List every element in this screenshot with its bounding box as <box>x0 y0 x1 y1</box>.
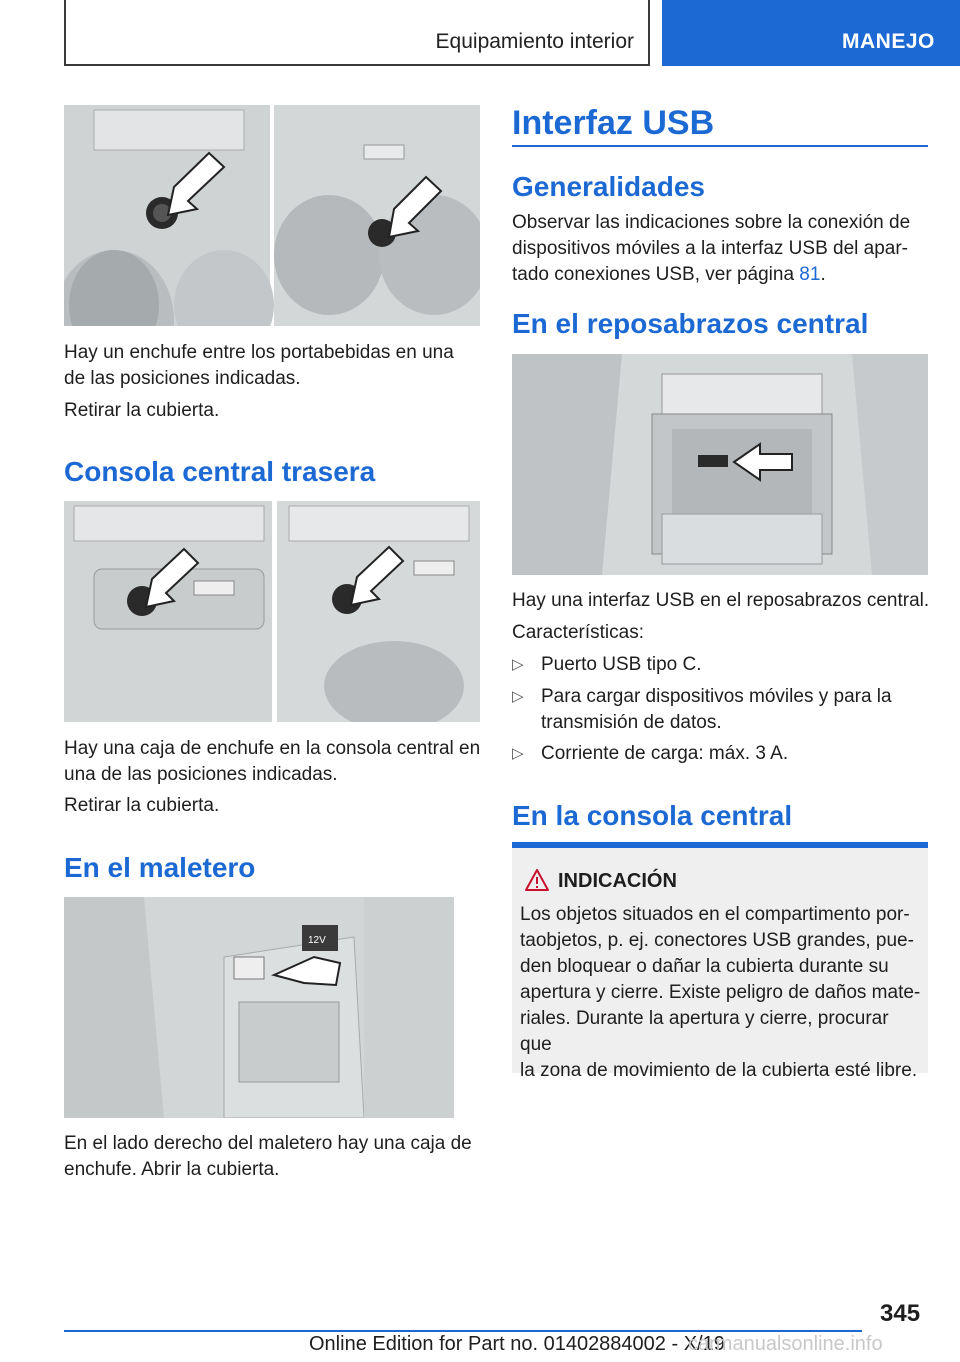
feature-item <box>512 741 928 767</box>
warning-icon <box>524 868 550 892</box>
triangle-right-icon: ▷ <box>512 656 524 673</box>
feature-item <box>512 684 928 736</box>
text-line: En el lado derecho del maletero hay una caja de <box>64 1133 472 1154</box>
text-line: transmisión de datos. <box>541 712 722 733</box>
text-line <box>512 262 910 288</box>
triangle-right-icon: ▷ <box>512 745 524 762</box>
general-text <box>512 210 910 288</box>
text-line: Hay un enchufe entre los portabebidas en una <box>64 342 454 363</box>
text-line: una de las posiciones indicadas. <box>64 764 338 785</box>
triangle-right-icon: ▷ <box>512 688 524 705</box>
text-line: dispositivos móviles a la interfaz USB del apar- <box>512 238 909 259</box>
armrest-usb-figure <box>512 354 928 575</box>
header-chapter-tab <box>662 0 960 66</box>
feature-item <box>512 652 928 678</box>
cupholder-socket-figure <box>64 105 480 326</box>
features-label: Características: <box>512 622 644 643</box>
remove-cover-text-2: Retirar la cubierta. <box>64 795 220 816</box>
heading-armrest: En el reposabrazos central <box>512 308 869 339</box>
heading-center-console: En la consola central <box>512 800 793 831</box>
feature-text: Corriente de carga: máx. 3 A. <box>541 743 789 764</box>
text-line: Hay una caja de enchufe en la consola central en <box>64 738 481 759</box>
trunk-text <box>64 1131 472 1183</box>
text-line: den bloquear o dañar la cubierta durante su <box>520 956 889 977</box>
page-number: 345 <box>880 1300 921 1327</box>
trunk-socket-label: 12V <box>308 935 326 946</box>
footer-edition: Online Edition for Part no. 01402884002 - X/19 <box>309 1333 725 1355</box>
header-section-title: Equipamiento interior <box>435 30 634 53</box>
header-section-box <box>64 0 650 66</box>
text-line: de las posiciones indicadas. <box>64 368 301 389</box>
footer-watermark: carmanualsonline.info <box>688 1333 883 1355</box>
feature-text: Puerto USB tipo C. <box>541 654 702 675</box>
text-line: apertura y cierre. Existe peligro de daños mate- <box>520 982 921 1003</box>
text-line: taobjetos, p. ej. conectores USB grandes, pue- <box>520 930 914 951</box>
feature-text <box>541 684 892 736</box>
notice-box <box>512 848 928 1081</box>
remove-cover-text: Retirar la cubierta. <box>64 400 220 421</box>
cupholder-text <box>64 340 454 392</box>
notice-text <box>520 902 924 1084</box>
page-link[interactable]: 81 <box>799 264 821 285</box>
footer-rule <box>64 1330 862 1332</box>
text-line: Para cargar dispositivos móviles y para la <box>541 686 892 707</box>
header-chapter-label: MANEJO <box>842 30 935 53</box>
text-line: Observar las indicaciones sobre la conexión de <box>512 212 911 233</box>
rear-console-socket-figure <box>64 501 480 722</box>
text-line: Los objetos situados en el compartimento por- <box>520 904 910 925</box>
heading-rear-console: Consola central trasera <box>64 456 376 487</box>
text-line: riales. Durante la apertura y cierre, procurar que <box>520 1008 889 1055</box>
notice-title: INDICACIÓN <box>558 870 677 892</box>
armrest-text: Hay una interfaz USB en el reposabrazos central. <box>512 590 930 611</box>
text-line: la zona de movimiento de la cubierta esté libre. <box>520 1060 918 1081</box>
heading-usb-interface: Interfaz USB <box>512 104 715 142</box>
heading-trunk: En el maletero <box>64 852 256 883</box>
trunk-socket-figure <box>64 897 454 1118</box>
text-line: enchufe. Abrir la cubierta. <box>64 1159 280 1180</box>
heading-general: Generalidades <box>512 171 705 202</box>
rear-console-text <box>64 736 480 788</box>
text-fragment: tado conexiones USB, ver página <box>512 264 800 285</box>
heading-rule <box>512 145 928 147</box>
text-fragment: . <box>820 264 826 285</box>
